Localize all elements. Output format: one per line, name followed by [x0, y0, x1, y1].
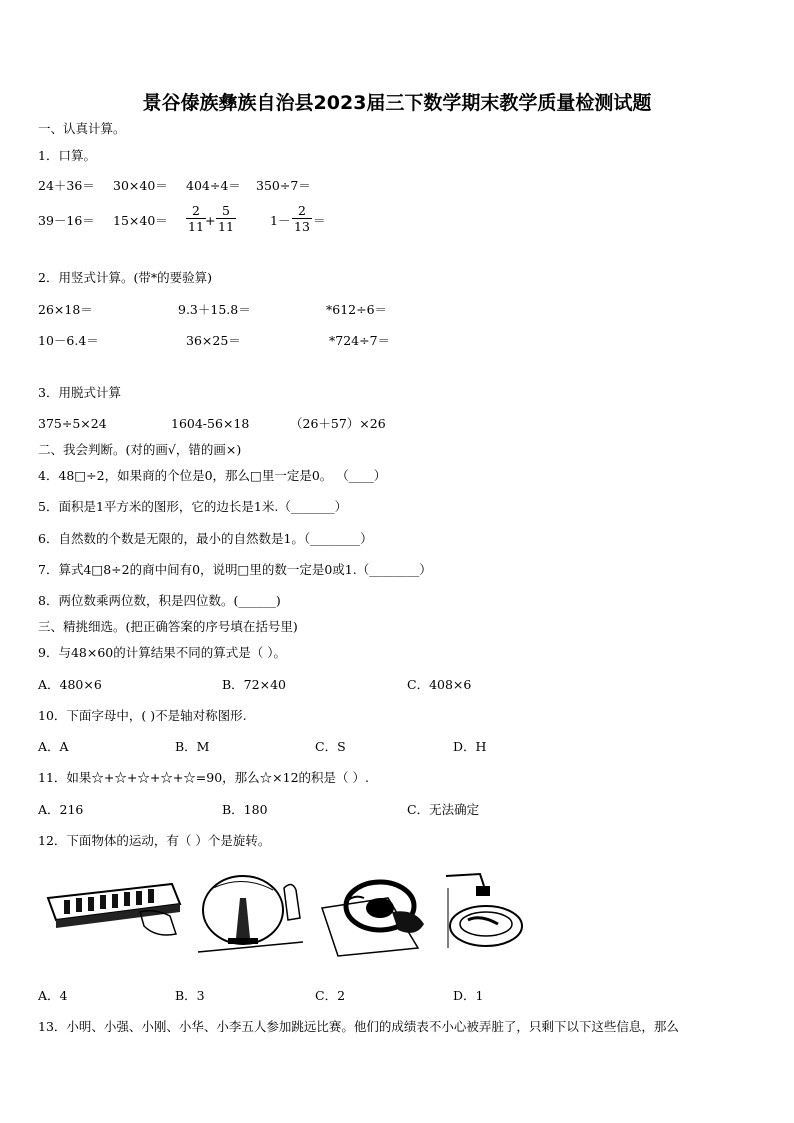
calc-prefix: 1－ [270, 213, 291, 228]
steering-wheel-illustration [318, 868, 436, 958]
judge-question: 4．48□÷2，如果商的个位是0，那么□里一定是0。 （____） [38, 468, 387, 483]
option-a: A．216 [38, 802, 84, 817]
calc-item: *724÷7＝ [329, 333, 391, 348]
option-b: B．72×40 [222, 677, 286, 692]
judge-question: 8．两位数乘两位数，积是四位数。(______) [38, 593, 281, 608]
option-b: B．180 [222, 802, 268, 817]
fraction [292, 203, 312, 234]
question-9-stem: 9．与48×60的计算结果不同的算式是（ ）。 [38, 645, 286, 660]
question-13-stem: 13．小明、小强、小刚、小华、小李五人参加跳远比赛。他们的成绩表不小心被弄脏了，只剩下以下这些信息，那么 [38, 1019, 679, 1034]
calc-item: 39－16＝ [38, 213, 95, 228]
option-d: D．1 [453, 988, 484, 1003]
abacus-illustration [44, 868, 184, 958]
option-a: A．4 [38, 988, 68, 1003]
judge-question: 5．面积是1平方米的图形，它的边长是1米.（_______） [38, 499, 348, 514]
question-2-label: 2．用竖式计算。(带*的要验算) [38, 270, 212, 285]
faucet-sink-illustration [440, 868, 526, 958]
option-b: B．M [175, 739, 210, 754]
option-c: C．S [315, 739, 346, 754]
calc-item: 24＋36＝ [38, 178, 95, 193]
calc-item: （26＋57）×26 [290, 416, 386, 431]
calc-item: 36×25＝ [186, 333, 241, 348]
option-a: A．480×6 [38, 677, 102, 692]
fraction-denominator: 11 [188, 219, 204, 234]
fraction-numerator: 5 [216, 203, 236, 219]
judge-question: 7．算式4□8÷2的商中间有0，说明□里的数一定是0或1.（________） [38, 562, 432, 577]
plus-sign: + [205, 213, 216, 228]
option-b: B．3 [175, 988, 205, 1003]
option-d: D．H [453, 739, 487, 754]
calc-item: *612÷6＝ [326, 302, 388, 317]
fraction-numerator: 2 [186, 203, 206, 219]
question-11-stem: 11．如果☆+☆+☆+☆+☆=90，那么☆×12的积是（ ）. [38, 770, 370, 785]
calc-item: 9.3＋15.8＝ [178, 302, 251, 317]
calc-item: 350÷7＝ [256, 178, 311, 193]
globe-illustration [188, 868, 308, 958]
equals-sign: ＝ [313, 213, 326, 228]
calc-item: 10－6.4＝ [38, 333, 99, 348]
section-2-heading: 二、我会判断。(对的画√，错的画×) [38, 442, 242, 457]
fraction [216, 203, 236, 234]
option-c: C．无法确定 [407, 802, 480, 817]
judge-question: 6．自然数的个数是无限的，最小的自然数是1。（________） [38, 531, 373, 546]
page-title: 景谷傣族彝族自治县2023届三下数学期末教学质量检测试题 [142, 92, 652, 114]
question-1-label: 1．口算。 [38, 148, 96, 163]
question-10-stem: 10．下面字母中，( )不是轴对称图形. [38, 708, 247, 723]
section-3-heading: 三、精挑细选。(把正确答案的序号填在括号里) [38, 619, 298, 634]
fraction [186, 203, 206, 234]
section-1-heading: 一、认真计算。 [38, 121, 126, 136]
option-c: C．2 [315, 988, 346, 1003]
calc-item: 26×18＝ [38, 302, 93, 317]
fraction-numerator: 2 [292, 203, 312, 219]
question-3-label: 3．用脱式计算 [38, 385, 121, 400]
option-a: A．A [38, 739, 69, 754]
calc-item: 30×40＝ [113, 178, 168, 193]
calc-item: 404÷4＝ [186, 178, 241, 193]
fraction-denominator: 11 [218, 219, 234, 234]
option-c: C．408×6 [407, 677, 472, 692]
calc-item: 1604-56×18 [171, 416, 250, 431]
calc-item: 15×40＝ [113, 213, 168, 228]
fraction-denominator: 13 [294, 219, 310, 234]
calc-item: 375÷5×24 [38, 416, 107, 431]
question-12-stem: 12．下面物体的运动，有（ ）个是旋转。 [38, 833, 271, 848]
